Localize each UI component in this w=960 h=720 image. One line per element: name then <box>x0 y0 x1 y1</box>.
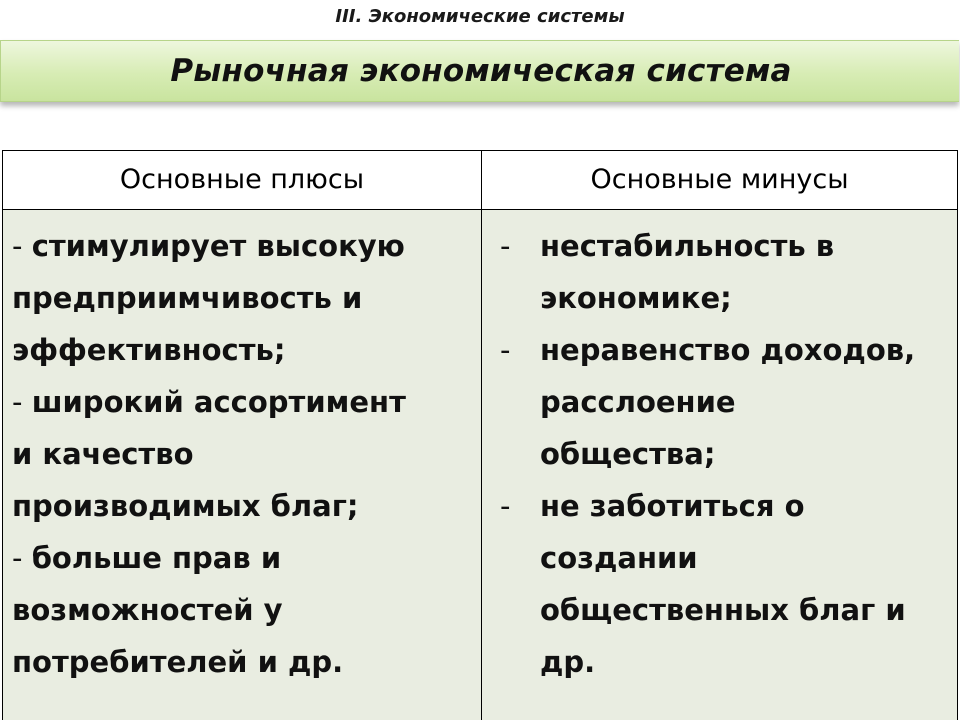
pros-dash: - <box>12 541 32 575</box>
cons-bullet: - <box>500 333 511 367</box>
header-cons: Основные минусы <box>590 164 849 195</box>
cons-item <box>482 480 957 688</box>
column-divider <box>481 151 482 720</box>
pros-cell <box>3 210 481 720</box>
cons-item-text: неравенство доходов, расслоение общества; <box>540 333 916 471</box>
header-pros: Основные плюсы <box>119 164 365 195</box>
pros-item-text: широкий ассортимент и качество производимых благ; <box>12 385 406 523</box>
cons-item-text: нестабильность в экономике; <box>540 229 835 315</box>
table-header-row <box>3 151 957 210</box>
title-banner <box>0 40 959 102</box>
cons-bullet: - <box>500 489 511 523</box>
cons-item <box>482 220 957 324</box>
pros-item <box>12 220 481 376</box>
pros-item-text: стимулирует высокую предприимчивость и эффективность; <box>12 229 405 367</box>
pros-dash: - <box>12 385 32 419</box>
pros-item-text: больше прав и возможностей у потребителей и др. <box>12 541 344 679</box>
pros-item <box>12 376 481 532</box>
cons-cell <box>482 210 957 720</box>
pros-item <box>12 532 481 688</box>
cons-item <box>482 324 957 480</box>
section-label: III. Экономические системы <box>335 6 625 27</box>
comparison-table <box>2 150 958 720</box>
table-body-row <box>3 210 957 720</box>
pros-dash: - <box>12 229 32 263</box>
cons-item-text: не заботиться о создании общественных благ и др. <box>540 489 906 679</box>
cons-bullet: - <box>500 229 511 263</box>
slide-title: Рыночная экономическая система <box>170 53 792 89</box>
